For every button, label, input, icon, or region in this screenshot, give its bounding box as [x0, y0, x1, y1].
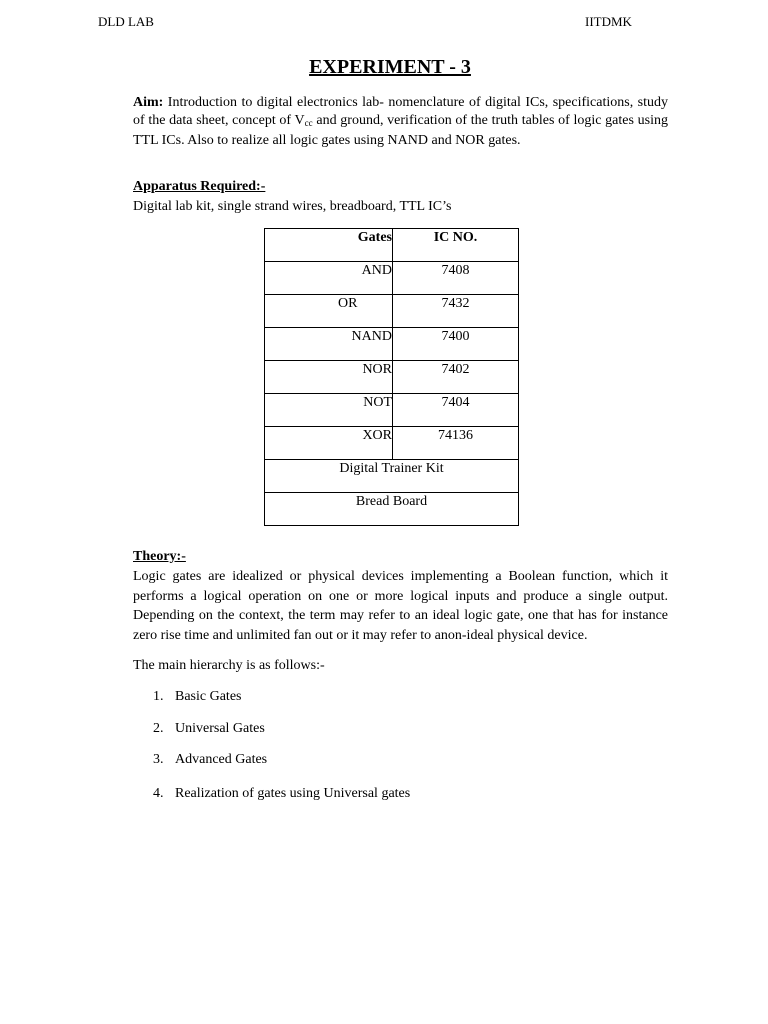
aim-text-after: and ground, verification of the truth tables of logic gates using TTL ICs. Also to realize all logic gates using NAND and NOR gates.: [133, 113, 668, 148]
table-row: [265, 295, 519, 328]
list-number: 1.: [153, 689, 164, 704]
table-row: [265, 394, 519, 427]
gate-cell: XOR: [265, 427, 393, 460]
apparatus-heading: Apparatus Required:-: [133, 179, 266, 194]
theory-heading: Theory:-: [133, 549, 186, 564]
gate-cell: NAND: [265, 328, 393, 361]
hierarchy-list: [133, 689, 410, 817]
list-item: [133, 721, 410, 753]
hierarchy-intro: The main hierarchy is as follows:-: [133, 658, 325, 673]
gates-column-header: Gates: [265, 229, 393, 262]
apparatus-text: Digital lab kit, single strand wires, breadboard, TTL IC’s: [133, 199, 452, 214]
list-number: 2.: [153, 720, 164, 736]
list-label: Universal Gates: [175, 720, 265, 736]
header-left: DLD LAB: [98, 14, 154, 29]
theory-paragraph: Logic gates are idealized or physical devices implementing a Boolean function, which it performs a logical operation on one or more logical inputs and produce a single output. Depending on the context, the term may refer to an ideal logic gate, one that has for instance zero rise time and unlimited fan out or it may refer to anon-ideal physical device.: [133, 569, 668, 643]
gates-table: [264, 228, 519, 526]
list-number: 3.: [153, 752, 164, 767]
aim-label: Aim:: [133, 95, 164, 110]
bread-board-cell: Bread Board: [265, 493, 519, 526]
ic-cell: 7404: [393, 394, 519, 427]
table-row: [265, 361, 519, 394]
ic-cell: 7432: [393, 295, 519, 328]
ic-cell: 7408: [393, 262, 519, 295]
ic-cell: 7400: [393, 328, 519, 361]
ic-cell: 74136: [393, 427, 519, 460]
list-item: [133, 752, 410, 784]
table-row: [265, 460, 519, 493]
aim-text-before: Introduction to digital electronics lab- nomenclature of digital ICs, specifications, study of the data sheet, concept of V: [133, 95, 668, 128]
table-row: [265, 427, 519, 460]
ic-column-header: IC NO.: [393, 229, 519, 262]
gate-cell: AND: [265, 262, 393, 295]
gate-cell: OR: [265, 295, 393, 328]
list-label: Basic Gates: [175, 689, 242, 704]
aim-subscript: cc: [304, 118, 313, 128]
ic-cell: 7402: [393, 361, 519, 394]
table-row: [265, 493, 519, 526]
list-item: [133, 689, 410, 721]
table-header-row: [265, 229, 519, 262]
table-row: [265, 262, 519, 295]
list-item: [133, 784, 410, 818]
trainer-kit-cell: Digital Trainer Kit: [265, 460, 519, 493]
gate-cell: NOT: [265, 394, 393, 427]
table-row: [265, 328, 519, 361]
aim-paragraph: [133, 94, 668, 150]
gate-cell: NOR: [265, 361, 393, 394]
list-number: 4.: [153, 785, 164, 801]
page-title: EXPERIMENT - 3: [309, 56, 471, 78]
list-label: Realization of gates using Universal gates: [175, 785, 411, 801]
header-right: IITDMK: [585, 14, 632, 29]
list-label: Advanced Gates: [175, 752, 268, 767]
